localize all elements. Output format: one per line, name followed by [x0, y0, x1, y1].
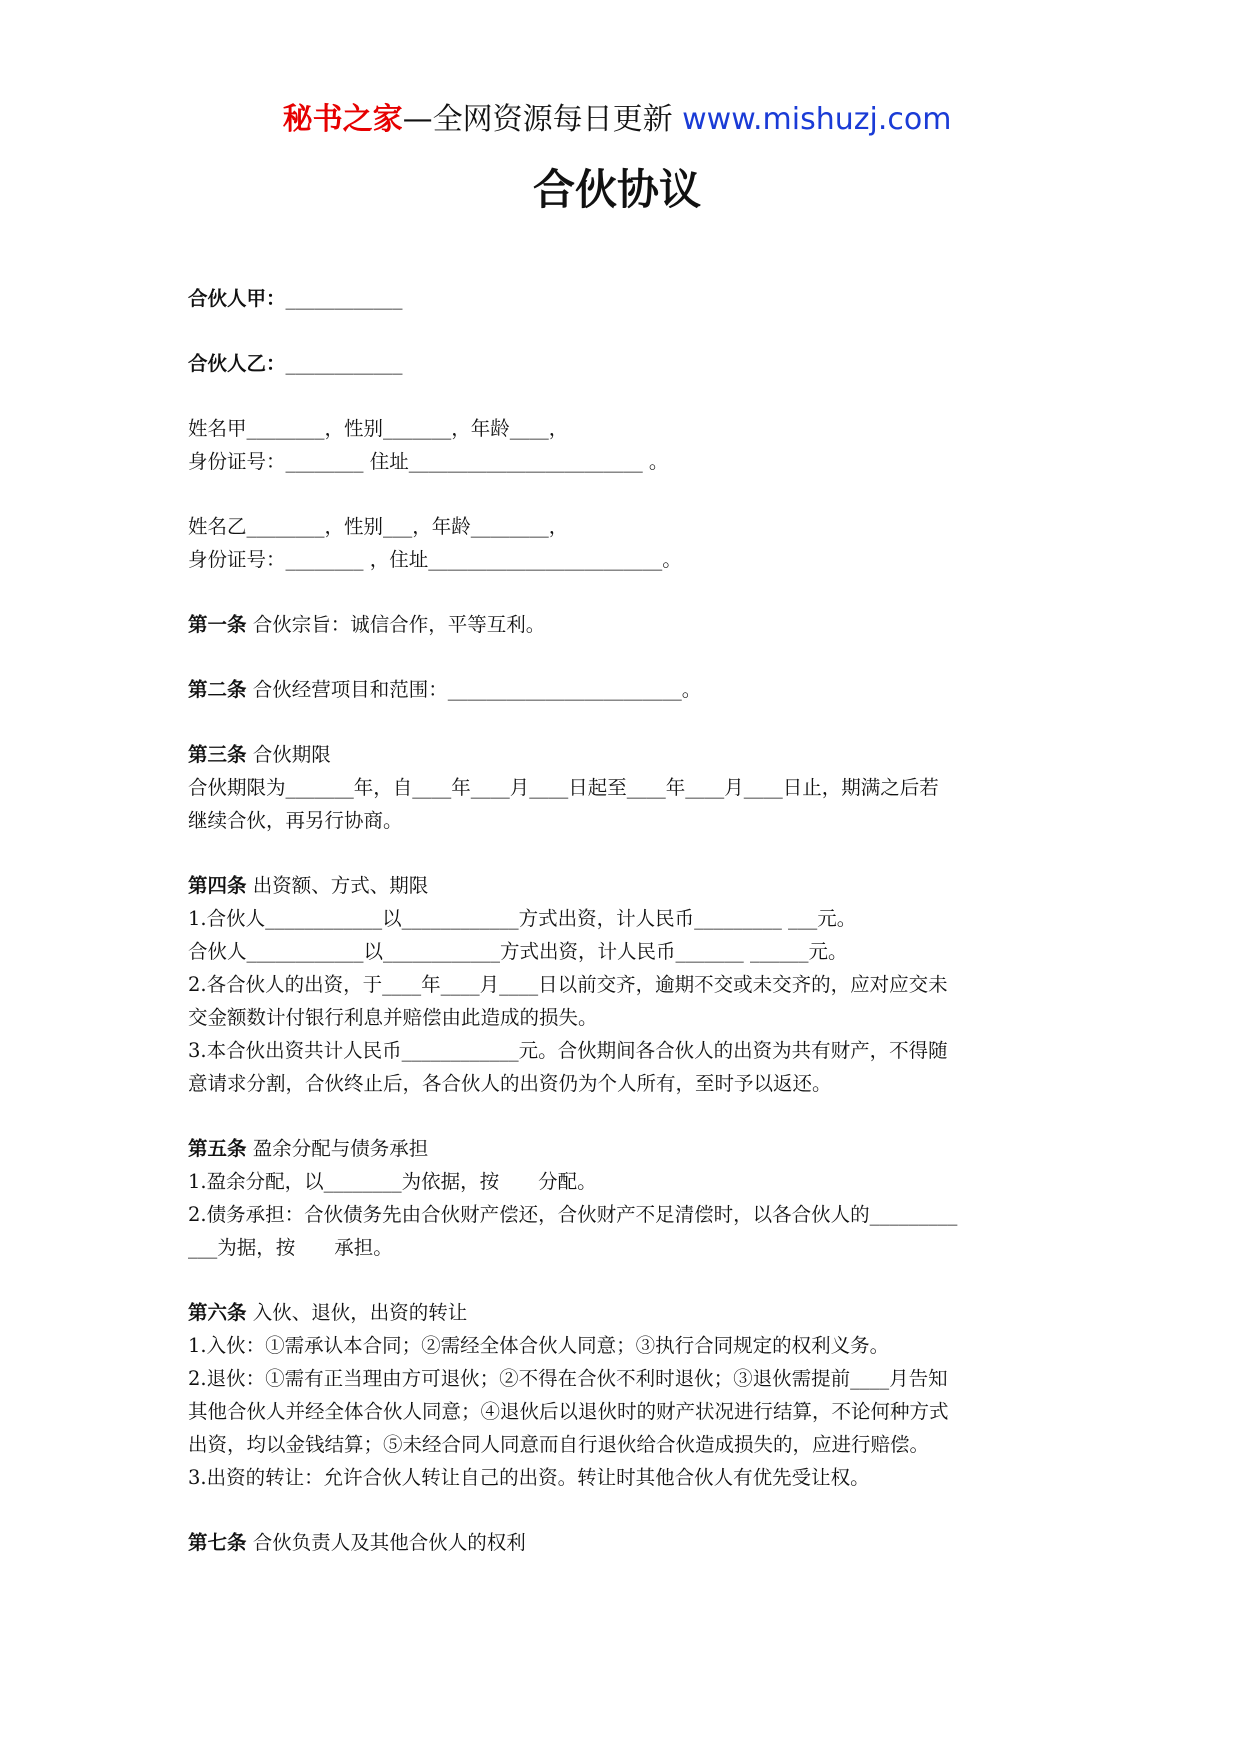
article-text-line: 3.出资的转让：允许合伙人转让自己的出资。转让时其他合伙人有优先受让权。	[188, 1466, 870, 1489]
article-title: 合伙期限	[246, 743, 331, 766]
article-heading	[188, 1296, 1048, 1329]
party-a-blank: ____________	[285, 287, 403, 310]
article-text-line: 2.债务承担：合伙债务先由合伙财产偿还，合伙财产不足清偿时，以各合伙人的_________	[188, 1203, 958, 1226]
article-title: 出资额、方式、期限	[246, 874, 429, 897]
article-text-line: 其他合伙人并经全体合伙人同意；④退伙后以退伙时的财产状况进行结算，不论何种方式	[188, 1400, 949, 1423]
article-heading	[188, 869, 1048, 902]
article-title: 盈余分配与债务承担	[246, 1137, 429, 1160]
article-heading	[188, 608, 1048, 641]
article-text-line: 1.合伙人____________以____________方式出资，计人民币_________ ___元。	[188, 907, 857, 930]
site-url[interactable]: www.mishuzj.com	[682, 102, 952, 137]
person-b-line1: 姓名乙________，性别___，年龄________，	[188, 515, 569, 538]
header-tagline: —全网资源每日更新	[402, 102, 683, 137]
article-title: 合伙负责人及其他合伙人的权利	[246, 1531, 526, 1554]
article-heading	[188, 738, 1048, 771]
article-text-line: 意请求分割，合伙终止后，各合伙人的出资仍为个人所有，至时予以返还。	[188, 1072, 832, 1095]
article-number: 第三条	[188, 743, 247, 766]
article-heading	[188, 1526, 1048, 1559]
party-b-blank: ____________	[285, 352, 403, 375]
party-a-line	[188, 282, 1048, 315]
person-a-line2: 身份证号：________ 住址________________________ 。	[188, 450, 669, 473]
article-heading	[188, 673, 1048, 706]
article-number: 第二条	[188, 678, 247, 701]
article-text-line: 3.本合伙出资共计人民币____________元。合伙期间各合伙人的出资为共有财产，不得随	[188, 1039, 948, 1062]
person-a-line1: 姓名甲________，性别_______，年龄____，	[188, 417, 569, 440]
party-b-label: 合伙人乙：	[188, 352, 286, 375]
site-header	[0, 100, 1234, 140]
article-number: 第四条	[188, 874, 247, 897]
article-heading	[188, 1132, 1048, 1165]
article-text-line: 出资，均以金钱结算；⑤未经合同人同意而自行退伙给合伙造成损失的，应进行赔偿。	[188, 1433, 930, 1456]
article-number: 第五条	[188, 1137, 247, 1160]
article-number: 第七条	[188, 1531, 247, 1554]
document-title: 合伙协议	[532, 165, 701, 214]
article-title: 合伙经营项目和范围：________________________。	[246, 678, 702, 701]
article-text-line: ___为据，按 承担。	[188, 1236, 393, 1259]
party-b-line	[188, 347, 1048, 380]
article-number: 第六条	[188, 1301, 247, 1324]
article-text-line: 2.退伙：①需有正当理由方可退伙；②不得在合伙不利时退伙；③退伙需提前____月告知	[188, 1367, 948, 1390]
article-number: 第一条	[188, 613, 247, 636]
article-text-line: 1.盈余分配，以________为依据，按 分配。	[188, 1170, 597, 1193]
document-body	[188, 282, 1048, 1559]
article-title: 入伙、退伙，出资的转让	[246, 1301, 468, 1324]
article-title: 合伙宗旨：诚信合作，平等互利。	[246, 613, 546, 636]
brand-name: 秘书之家	[282, 102, 403, 137]
articles-list	[188, 608, 1048, 1559]
article-text-line: 继续合伙，再另行协商。	[188, 809, 403, 832]
article-text-line: 交金额数计付银行利息并赔偿由此造成的损失。	[188, 1006, 598, 1029]
article-text-line: 合伙人____________以____________方式出资，计人民币_______ ______元。	[188, 940, 848, 963]
person-b-line2: 身份证号：________ ，住址________________________。	[188, 548, 682, 571]
article-text-line: 1.入伙：①需承认本合同；②需经全体合伙人同意；③执行合同规定的权利义务。	[188, 1334, 890, 1357]
article-text-line: 2.各合伙人的出资，于____年____月____日以前交齐，逾期不交或未交齐的，应对应交未	[188, 973, 948, 996]
article-text-line: 合伙期限为_______年，自____年____月____日起至____年____月____日止，期满之后若	[188, 776, 939, 799]
party-a-label: 合伙人甲：	[188, 287, 286, 310]
